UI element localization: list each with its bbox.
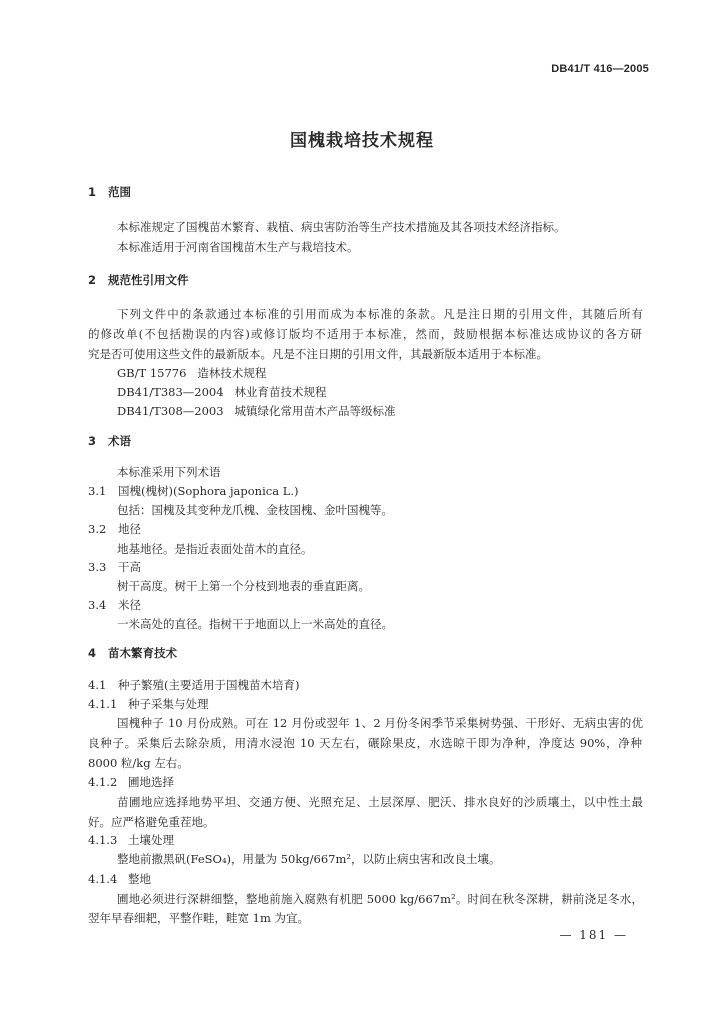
paragraph-line: 苗圃地应选择地势平坦、交通方便、光照充足、土层深厚、肥沃、排水良好的沙质壤土，以中性土最 xyxy=(117,795,643,809)
paragraph: 本标准适用于河南省国槐苗木生产与栽培技术。 xyxy=(117,240,359,254)
term-title: 干高 xyxy=(118,560,141,574)
paragraph-line: 国槐种子 10 月份成熟。可在 12 月份或翌年 1、2 月份冬闲季节采集树势强、干形好、无病虫害的优 xyxy=(117,716,643,730)
section-heading xyxy=(88,434,131,448)
term-heading xyxy=(88,484,298,498)
subsection-number: 4.1.4 xyxy=(88,872,118,886)
paragraph-line: 圃地必须进行深耕细整，整地前施入腐熟有机肥 5000 kg/667m²。时间在秋冬深耕，耕前浇足冬水， xyxy=(117,892,643,906)
paragraph-line: 整地前撒黑矾(FeSO₄)，用量为 50kg/667m²，以防止病虫害和改良土壤。 xyxy=(117,852,501,866)
paragraph-line: 下列文件中的条款通过本标准的引用而成为本标准的条款。凡是注日期的引用文件，其随后所有 xyxy=(117,307,643,321)
reference-name: 城镇绿化常用苗木产品等级标准 xyxy=(234,404,396,418)
term-number: 3.3 xyxy=(88,560,107,574)
term-definition: 树干高度。树干上第一个分枝到地表的垂直距离。 xyxy=(117,579,370,593)
term-title: 国槐(槐树)(Sophora japonica L.) xyxy=(118,484,299,498)
standard-code: DB41/T 416—2005 xyxy=(551,63,649,75)
subsection-heading xyxy=(88,775,174,789)
term-number: 3.4 xyxy=(88,598,107,612)
paragraph-line: 究是否可使用这些文件的最新版本。凡是不注日期的引用文件，其最新版本适用于本标准。 xyxy=(88,347,548,361)
paragraph-line: 的修改单(不包括勘误的内容)或修订版均不适用于本标准，然而，鼓励根据本标准达成协议的各方研 xyxy=(88,327,642,341)
subsection-number: 4.1 xyxy=(88,678,107,692)
page-number: — 181 — xyxy=(559,928,628,942)
subsection-title: 种子采集与处理 xyxy=(128,697,209,711)
subsection-heading xyxy=(88,872,151,886)
section-number: 2 xyxy=(88,273,97,287)
reference-code: DB41/T308—2003 xyxy=(117,404,224,418)
paragraph-line: 翌年早春细耙，平整作畦，畦宽 1m 为宜。 xyxy=(88,911,310,925)
term-definition: 包括：国槐及其变种龙爪槐、金枝国槐、金叶国槐等。 xyxy=(117,503,393,517)
subsection-title: 整地 xyxy=(128,872,151,886)
subsection-heading xyxy=(88,697,209,711)
section-heading xyxy=(88,273,189,287)
subsection-number: 4.1.3 xyxy=(88,833,118,847)
document-title: 国槐栽培技术规程 xyxy=(290,131,434,151)
section-title: 苗木繁育技术 xyxy=(108,646,177,660)
section-number: 3 xyxy=(88,434,97,448)
term-title: 米径 xyxy=(118,598,141,612)
term-heading xyxy=(88,560,141,574)
paragraph-line: 好。应严格避免重茬地。 xyxy=(88,815,215,829)
reference-code: DB41/T383—2004 xyxy=(117,385,224,399)
term-number: 3.2 xyxy=(88,522,107,536)
subsection-heading xyxy=(88,833,174,847)
reference-item xyxy=(117,366,266,380)
term-definition: 一米高处的直径。指树干于地面以上一米高处的直径。 xyxy=(117,617,393,631)
section-heading xyxy=(88,646,177,660)
term-definition: 地基地径。是指近表面处苗木的直径。 xyxy=(117,542,313,556)
term-heading xyxy=(88,522,141,536)
reference-code: GB/T 15776 xyxy=(117,366,187,380)
subsection-number: 4.1.1 xyxy=(88,697,118,711)
section-heading xyxy=(88,185,131,199)
paragraph: 本标准采用下列术语 xyxy=(117,465,221,479)
subsection-number: 4.1.2 xyxy=(88,775,118,789)
section-title: 范围 xyxy=(108,185,131,199)
subsection-heading xyxy=(88,678,299,692)
section-number: 1 xyxy=(88,185,97,199)
reference-item xyxy=(117,385,327,399)
paragraph-line: 良种子。采集后去除杂质，用清水浸泡 10 天左右，碾除果皮，水选晾干即为净种，净度达 90%，净种 xyxy=(88,736,642,750)
reference-name: 林业育苗技术规程 xyxy=(234,385,327,399)
subsection-title: 圃地选择 xyxy=(128,775,174,789)
term-title: 地径 xyxy=(118,522,141,536)
section-title: 术语 xyxy=(108,434,131,448)
subsection-title: 种子繁殖(主要适用于国槐苗木培育) xyxy=(118,678,300,692)
reference-item xyxy=(117,404,396,418)
section-title: 规范性引用文件 xyxy=(108,273,189,287)
reference-name: 造林技术规程 xyxy=(197,366,267,380)
term-heading xyxy=(88,598,141,612)
section-number: 4 xyxy=(88,646,97,660)
term-number: 3.1 xyxy=(88,484,107,498)
paragraph-line: 8000 粒/kg 左右。 xyxy=(88,756,189,770)
subsection-title: 土壤处理 xyxy=(128,833,174,847)
paragraph: 本标准规定了国槐苗木繁育、栽植、病虫害防治等生产技术措施及其各项技术经济指标。 xyxy=(117,220,566,234)
